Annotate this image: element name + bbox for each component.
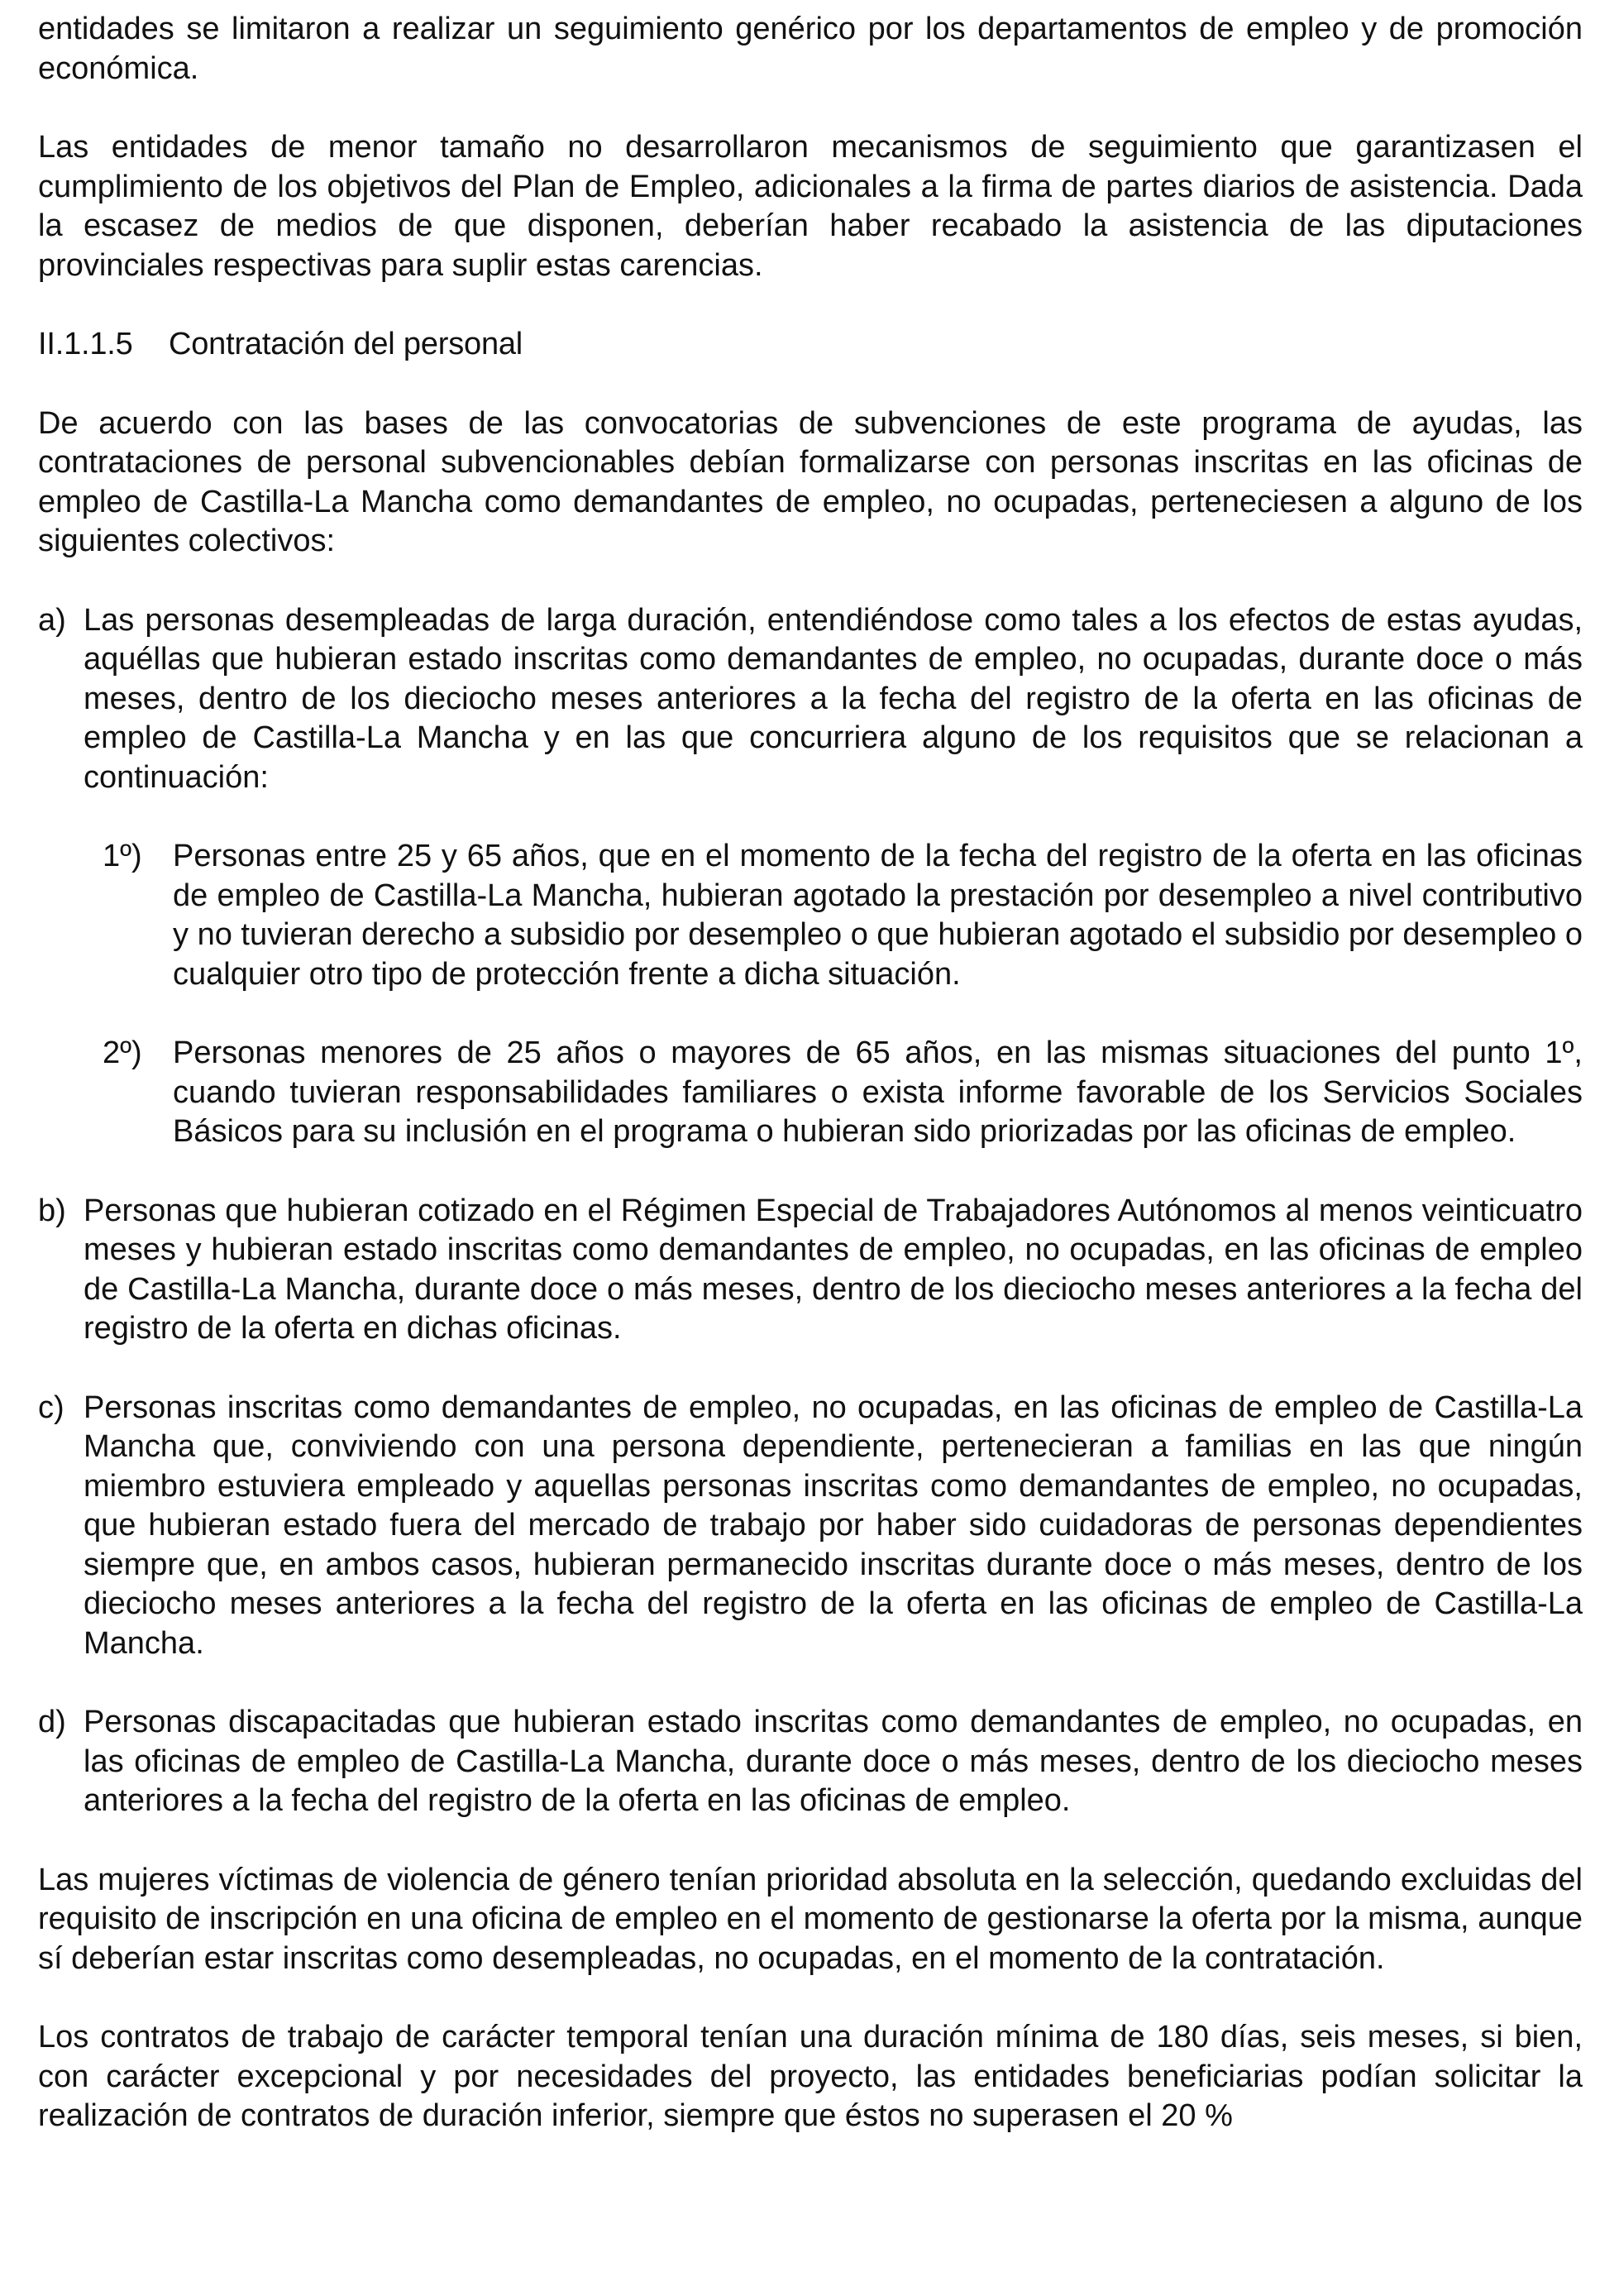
sublist-marker-1: 1º): [103, 839, 142, 873]
paragraph-small-entities: Las entidades de menor tamaño no desarrollaron mecanismos de seguimiento que garantizasen el cumplimiento de los objetivos del Plan de Empleo, adicionales a la firma de partes diarios de asistencia. Dada la escasez de medios de que disponen, deberían haber recabado la asistencia de las diputaciones provinciales respectivas para suplir estas carencias.: [38, 130, 1583, 283]
section-heading: [38, 325, 1583, 365]
list-item-c: [38, 1389, 1583, 1664]
sublist-item-2: [38, 1034, 1583, 1152]
list-marker-b: b): [38, 1193, 66, 1228]
sublist-item-1-text: Personas entre 25 y 65 años, que en el momento de la fecha del registro de la oferta en las oficinas de empleo de Castilla-La Mancha, hubieran agotado la prestación por desempleo a nivel contributivo y no tuvieran derecho a subsidio por desempleo o que hubieran agotado el subsidio por desempleo o cualquier otro tipo de protección frente a dicha situación.: [173, 839, 1583, 992]
list-marker-c: c): [38, 1390, 64, 1425]
paragraph-women-priority: Las mujeres víctimas de violencia de género tenían prioridad absoluta en la selección, quedando excluidas del requisito de inscripción en una oficina de empleo en el momento de gestionarse la oferta por la misma, aunque sí deberían estar inscritas como desempleadas, no ocupadas, en el momento de la contratación.: [38, 1862, 1583, 1976]
list-item-a: [38, 601, 1583, 798]
paragraph-contracts: Los contratos de trabajo de carácter temporal tenían una duración mínima de 180 días, seis meses, si bien, con carácter excepcional y por necesidades del proyecto, las entidades beneficiarias podían solicitar la realización de contratos de duración inferior, siempre que éstos no superasen el 20 %: [38, 2020, 1583, 2133]
list-item-d: [38, 1703, 1583, 1821]
paragraph-bases: De acuerdo con las bases de las convocatorias de subvenciones de este programa de ayudas, las contrataciones de personal subvencionables debían formalizarse con personas inscritas en las oficinas de empleo de Castilla-La Mancha como demandantes de empleo, no ocupadas, perteneciesen a alguno de los siguientes colectivos:: [38, 405, 1583, 558]
list-item-b-text: Personas que hubieran cotizado en el Régimen Especial de Trabajadores Autónomos al menos veinticuatro meses y hubieran estado inscritas como demandantes de empleo, no ocupadas, en las oficinas de empleo de Castilla-La Mancha, durante doce o más meses, dentro de los dieciocho meses anteriores a la fecha del registro de la oferta en dichas oficinas.: [84, 1193, 1583, 1346]
list-item-a-text: Las personas desempleadas de larga duración, entendiéndose como tales a los efectos de estas ayudas, aquéllas que hubieran estado inscritas como demandantes de empleo, no ocupadas, durante doce o más meses, dentro de los dieciocho meses anteriores a la fecha del registro de la oferta en las oficinas de empleo de Castilla-La Mancha y en las que concurriera alguno de los requisitos que se relacionan a continuación:: [84, 602, 1583, 795]
section-number: II.1.1.5: [38, 327, 133, 361]
sublist-item-2-text: Personas menores de 25 años o mayores de 65 años, en las mismas situaciones del punto 1º, cuando tuvieran responsabilidades familiares o exista informe favorable de los Servicios Sociales Básicos para su inclusión en el programa o hubieran sido priorizadas por las oficinas de empleo.: [173, 1036, 1583, 1149]
list-item-c-text: Personas inscritas como demandantes de empleo, no ocupadas, en las oficinas de empleo de Castilla-La Mancha que, conviviendo con una persona dependiente, pertenecieran a familias en las que ningún miembro estuviera empleado y aquellas personas inscritas como demandantes de empleo, no ocupadas, que hubieran estado fuera del mercado de trabajo por haber sido cuidadoras de personas dependientes siempre que, en ambos casos, hubieran permanecido inscritas durante doce o más meses, dentro de los dieciocho meses anteriores a la fecha del registro de la oferta en las oficinas de empleo de Castilla-La Mancha.: [84, 1390, 1583, 1661]
list-item-d-text: Personas discapacitadas que hubieran estado inscritas como demandantes de empleo, no ocupadas, en las oficinas de empleo de Castilla-La Mancha, durante doce o más meses, dentro de los dieciocho meses anteriores a la fecha del registro de la oferta en las oficinas de empleo.: [84, 1705, 1583, 1818]
paragraph-intro-continuation: entidades se limitaron a realizar un seguimiento genérico por los departamentos de empleo y de promoción económica.: [38, 12, 1583, 86]
section-title: Contratación del personal: [169, 327, 523, 361]
list-item-b: [38, 1192, 1583, 1349]
sublist-item-1: [38, 837, 1583, 994]
document-page: [38, 10, 1583, 2136]
list-marker-d: d): [38, 1705, 66, 1739]
list-marker-a: a): [38, 602, 66, 638]
sublist-marker-2: 2º): [103, 1036, 142, 1070]
